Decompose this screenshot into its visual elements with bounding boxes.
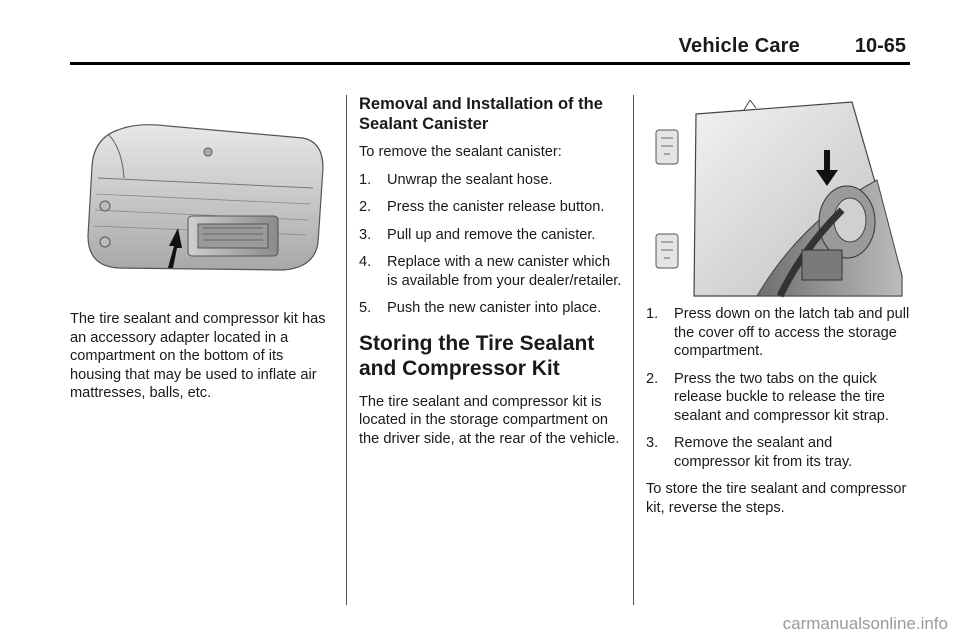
storage-steps xyxy=(646,305,912,471)
section-title: Vehicle Care xyxy=(678,35,800,57)
page-header xyxy=(70,30,910,65)
list-item: 1. Press down on the latch tab and pull the cover off to access the storage compartment. xyxy=(646,306,910,359)
column-middle xyxy=(359,94,624,448)
column-right xyxy=(646,305,912,517)
adapter-paragraph: The tire sealant and compressor kit has an accessory adapter located in a compartment on the bottom of its housing that may be used to inflate air mattresses, balls, etc. xyxy=(70,311,326,401)
column-divider-left xyxy=(346,95,347,605)
column-left xyxy=(70,310,332,403)
list-item: 3. Pull up and remove the canister. xyxy=(359,226,596,243)
column-divider-right xyxy=(633,95,634,605)
list-item: 4. Replace with a new canister which is available from your dealer/retailer. xyxy=(359,254,622,289)
storing-paragraph: The tire sealant and compressor kit is located in the storage compartment on the driver side, at the rear of the vehicle. xyxy=(359,393,620,447)
removal-heading: Removal and Installation of the Sealant Canister xyxy=(359,95,603,133)
removal-steps xyxy=(359,171,624,318)
watermark-text: carmanualsonline.info xyxy=(782,614,948,633)
list-item: 1. Unwrap the sealant hose. xyxy=(359,171,553,188)
compressor-kit-drawing xyxy=(78,118,328,278)
list-item: 5. Push the new canister into place. xyxy=(359,300,602,316)
storage-compartment-drawing xyxy=(652,100,904,298)
list-item: 2. Press the two tabs on the quick release buckle to release the tire sealant and compressor kit strap. xyxy=(646,370,889,424)
storage-compartment-illustration xyxy=(652,100,904,298)
page-number: 10-65 xyxy=(854,35,906,57)
list-item: 2. Press the canister release button. xyxy=(359,199,605,215)
compressor-kit-illustration xyxy=(78,118,328,278)
closing-paragraph: To store the tire sealant and compressor kit, reverse the steps. xyxy=(646,481,907,516)
list-item: 3. Remove the sealant and compressor kit from its tray. xyxy=(646,435,853,470)
removal-intro: To remove the sealant canister: xyxy=(359,144,562,160)
storing-heading: Storing the Tire Sealant and Compressor Kit xyxy=(359,331,595,380)
